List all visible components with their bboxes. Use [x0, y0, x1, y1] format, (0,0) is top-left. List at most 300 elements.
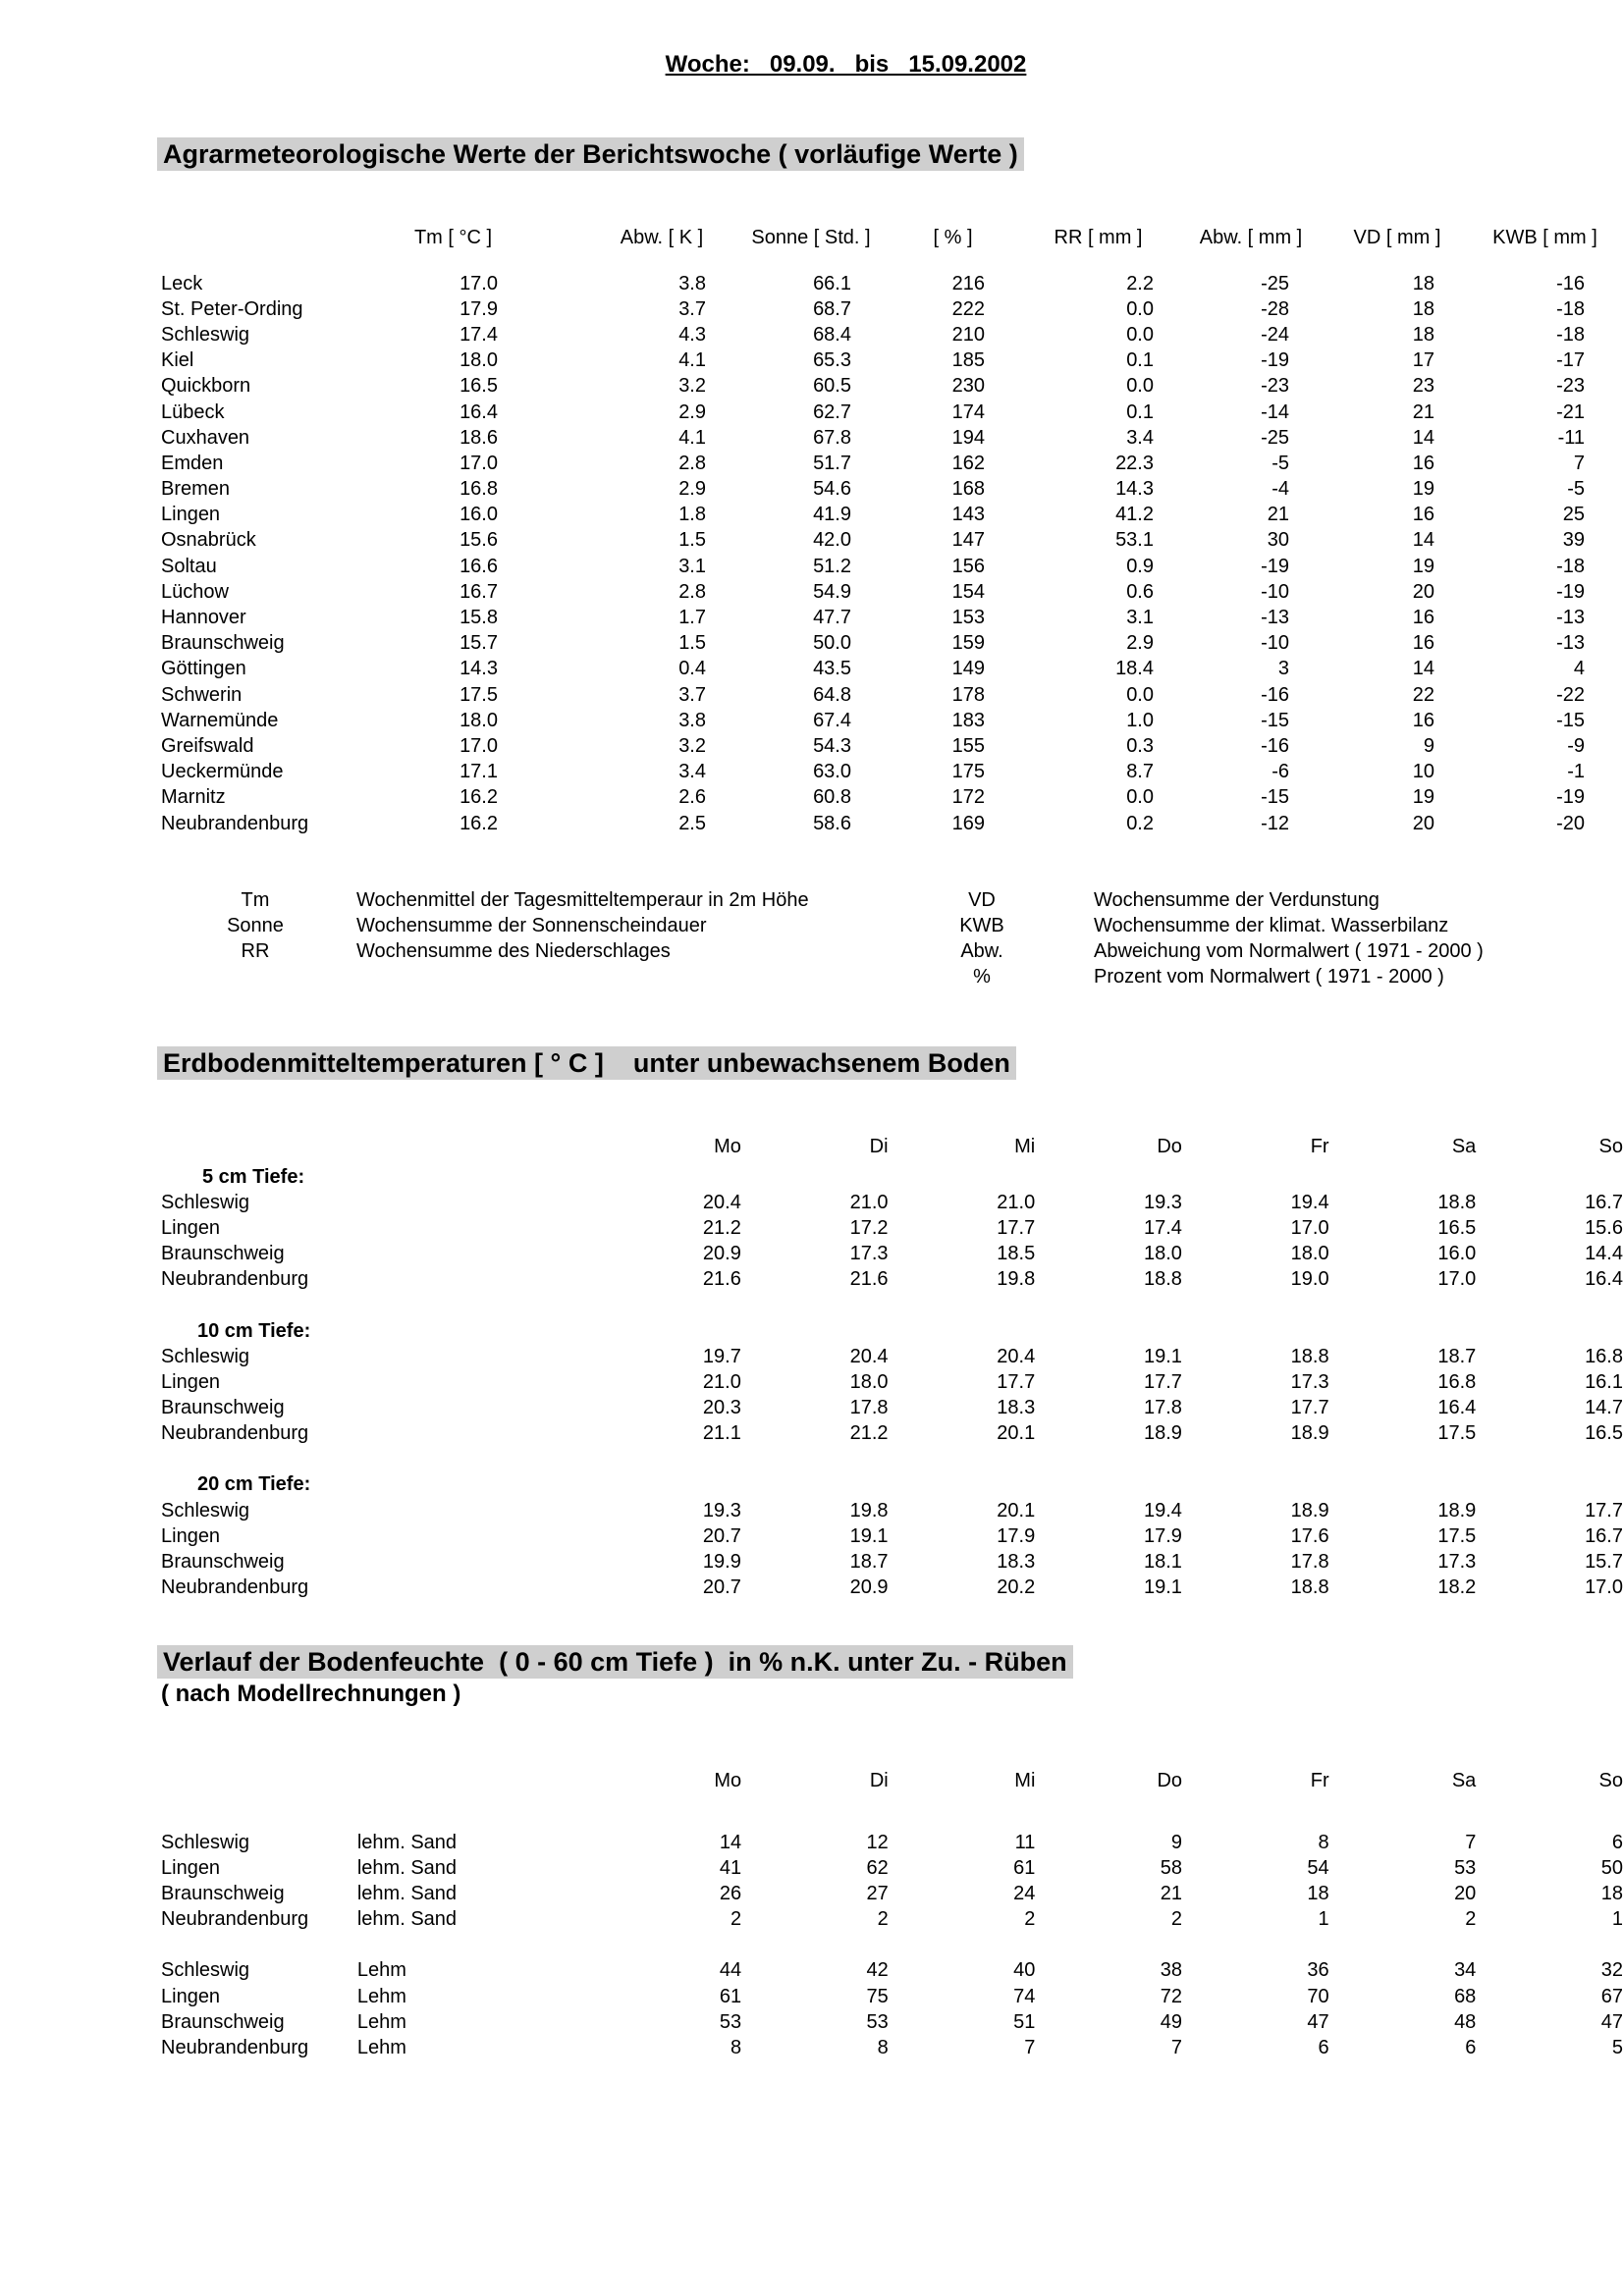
table-cell: 58.6	[813, 812, 851, 834]
table-row	[161, 1190, 1623, 1215]
table-cell: 66.1	[813, 272, 851, 294]
table-cell: 75	[866, 1985, 889, 2007]
table-cell: 2.6	[678, 786, 706, 809]
table-cell: 16.7	[460, 580, 498, 603]
table-cell: 25	[1562, 504, 1585, 526]
table-cell: 50	[1600, 1856, 1623, 1879]
station-name: Lingen	[161, 1856, 221, 1879]
table-row	[161, 1369, 1623, 1395]
table-cell: 67	[1600, 1985, 1623, 2007]
table-cell: 14.4	[1585, 1243, 1623, 1265]
table-cell: -18	[1556, 555, 1585, 577]
legend-abbrev: KWB	[959, 915, 1004, 936]
table-row	[161, 1549, 1623, 1575]
table-cell: 47.7	[813, 607, 851, 629]
table-cell: 20	[1412, 580, 1434, 603]
table-cell: -10	[1261, 632, 1289, 655]
soil-type: lehm. Sand	[356, 1882, 458, 1904]
table-row	[161, 1984, 1623, 2009]
table-cell: 18.6	[460, 426, 498, 449]
table-cell: -12	[1261, 812, 1289, 834]
column-header-day: Do	[1157, 1135, 1182, 1157]
table-cell: 3.8	[678, 272, 706, 294]
depth-group-row	[161, 1318, 1623, 1344]
table-cell: 51	[1013, 2010, 1036, 2033]
table-cell: 7	[1024, 2036, 1036, 2058]
table-row	[161, 1344, 1623, 1369]
soil-temperature-table	[161, 1129, 1623, 1601]
table-cell: 21.0	[702, 1370, 741, 1393]
table-cell: -21	[1556, 400, 1585, 423]
table-cell: 18.3	[997, 1551, 1036, 1574]
station-name: Emden	[161, 452, 224, 474]
table-cell: 2	[877, 1908, 889, 1931]
table-cell: 18.0	[849, 1370, 889, 1393]
table-cell: -4	[1271, 478, 1289, 501]
table-cell: 153	[951, 607, 985, 629]
table-cell: -20	[1556, 812, 1585, 834]
table-cell: -13	[1556, 632, 1585, 655]
table-row	[161, 477, 1620, 503]
legend-description: Abweichung vom Normalwert ( 1971 - 2000 )	[1094, 940, 1484, 962]
depth-label: 20 cm Tiefe:	[197, 1473, 311, 1496]
table-cell: 5	[1611, 2036, 1623, 2058]
table-cell: -15	[1261, 786, 1289, 809]
table-cell: 8	[877, 2036, 889, 2058]
table-cell: 162	[951, 452, 985, 474]
table-row	[161, 785, 1620, 811]
station-name: Greifswald	[161, 734, 254, 757]
table-cell: 21	[1160, 1882, 1183, 1904]
table-cell: 20.4	[702, 1191, 741, 1213]
column-header-day: Do	[1157, 1769, 1183, 1791]
table-cell: 2	[1465, 1908, 1477, 1931]
table-cell: 0.1	[1126, 400, 1154, 423]
table-cell: 4.1	[678, 349, 706, 372]
table-cell: 0.4	[678, 658, 706, 680]
table-cell: 1.5	[678, 529, 706, 552]
table-cell: 3.7	[678, 683, 706, 706]
table-cell: 20.9	[849, 1576, 889, 1599]
table-cell: 21.6	[702, 1268, 741, 1291]
table-cell: 0.9	[1126, 555, 1154, 577]
station-name: Warnemünde	[161, 709, 279, 731]
table-cell: 3.8	[678, 709, 706, 731]
table-row	[161, 2035, 1623, 2060]
column-header-vd: VD [ mm ]	[1353, 226, 1441, 248]
legend-description: Wochensumme des Niederschlages	[356, 940, 671, 962]
table-cell: 16.7	[1585, 1524, 1623, 1547]
table-cell: 53.1	[1115, 529, 1154, 552]
table-cell: 6	[1465, 2036, 1477, 2058]
table-row	[161, 811, 1620, 836]
table-cell: 3.4	[1126, 426, 1154, 449]
table-cell: 43.5	[813, 658, 851, 680]
station-name: Neubrandenburg	[161, 812, 309, 834]
table-cell: 14	[1412, 658, 1434, 680]
table-row	[161, 1215, 1623, 1241]
table-cell: 17.0	[460, 734, 498, 757]
table-cell: 17.7	[997, 1370, 1036, 1393]
station-name: Cuxhaven	[161, 426, 250, 449]
table-cell: 3.7	[678, 297, 706, 320]
table-cell: 54.3	[813, 734, 851, 757]
table-cell: 210	[951, 323, 985, 346]
table-cell: 10	[1412, 761, 1434, 783]
table-cell: 51.7	[813, 452, 851, 474]
table-row	[161, 1267, 1623, 1293]
table-cell: 19.4	[1143, 1499, 1182, 1522]
station-name: Neubrandenburg	[161, 1908, 309, 1931]
table-cell: 19	[1412, 478, 1434, 501]
station-name: Quickborn	[161, 375, 251, 398]
table-cell: -18	[1556, 323, 1585, 346]
table-cell: 21	[1267, 504, 1289, 526]
table-cell: 18.9	[1290, 1422, 1329, 1445]
soil-moisture-table	[161, 1763, 1623, 2061]
table-cell: 53	[866, 2010, 889, 2033]
table-cell: 26	[719, 1882, 742, 1904]
station-name: Schleswig	[161, 1831, 250, 1853]
table-cell: 41	[719, 1856, 742, 1879]
table-cell: 185	[951, 349, 985, 372]
table-cell: -22	[1556, 683, 1585, 706]
table-cell: 1	[1611, 1908, 1623, 1931]
table-header-row	[161, 1129, 1623, 1164]
table-row	[161, 760, 1620, 785]
table-cell: -6	[1271, 761, 1289, 783]
table-cell: -18	[1556, 297, 1585, 320]
table-cell: 53	[1454, 1856, 1477, 1879]
legend-abbrev: Sonne	[227, 915, 284, 936]
table-row	[161, 1575, 1623, 1601]
table-row	[161, 708, 1620, 733]
table-cell: 17.0	[1290, 1216, 1329, 1239]
station-name: Neubrandenburg	[161, 2036, 309, 2058]
table-cell: 19.1	[1143, 1576, 1182, 1599]
station-name: Leck	[161, 272, 203, 294]
table-cell: 3.4	[678, 761, 706, 783]
table-cell: 18.8	[1290, 1345, 1329, 1367]
table-row	[161, 1421, 1623, 1447]
table-cell: 0.0	[1126, 683, 1154, 706]
table-cell: 68.7	[813, 297, 851, 320]
table-cell: 21.0	[849, 1191, 889, 1213]
table-cell: 149	[951, 658, 985, 680]
table-cell: 1.5	[678, 632, 706, 655]
table-cell: 14.3	[460, 658, 498, 680]
table-cell: 54.9	[813, 580, 851, 603]
table-cell: 159	[951, 632, 985, 655]
station-name: Neubrandenburg	[161, 1268, 309, 1291]
soil-type: lehm. Sand	[356, 1831, 458, 1853]
table-cell: 21.6	[849, 1268, 889, 1291]
table-row	[161, 1498, 1623, 1523]
table-cell: 8.7	[1126, 761, 1154, 783]
table-cell: 17.8	[849, 1397, 889, 1419]
table-cell: 1.8	[678, 504, 706, 526]
table-cell: 67.4	[813, 709, 851, 731]
station-name: Göttingen	[161, 658, 246, 680]
table-cell: 15.6	[1585, 1216, 1623, 1239]
table-cell: 50.0	[813, 632, 851, 655]
table-cell: 17.6	[1290, 1524, 1329, 1547]
table-cell: 16.5	[1585, 1422, 1623, 1445]
table-cell: 17.4	[1143, 1216, 1182, 1239]
station-name: Braunschweig	[161, 632, 285, 655]
legend-abbrev: RR	[241, 940, 270, 962]
table-cell: 11	[1014, 1831, 1036, 1853]
table-cell: -19	[1556, 786, 1585, 809]
table-cell: 20	[1412, 812, 1434, 834]
table-cell: 183	[951, 709, 985, 731]
depth-label: 10 cm Tiefe:	[197, 1319, 311, 1342]
station-name: Lingen	[161, 1370, 221, 1393]
table-cell: 14	[719, 1831, 742, 1853]
table-row	[161, 631, 1620, 657]
table-cell: 54	[1307, 1856, 1329, 1879]
table-row	[161, 1523, 1623, 1549]
table-cell: 15.6	[460, 529, 498, 552]
table-cell: 30	[1267, 529, 1289, 552]
table-cell: 16.8	[460, 478, 498, 501]
column-header	[161, 220, 318, 255]
table-cell: -25	[1261, 272, 1289, 294]
table-cell: 16.0	[460, 504, 498, 526]
table-cell: 16	[1412, 632, 1434, 655]
table-cell: 17.0	[1437, 1268, 1477, 1291]
table-cell: 16	[1412, 607, 1434, 629]
table-cell: 62.7	[813, 400, 851, 423]
station-name: St. Peter-Ording	[161, 297, 303, 320]
station-name: Lingen	[161, 1524, 221, 1547]
table-cell: -16	[1556, 272, 1585, 294]
table-cell: 44	[719, 1959, 742, 1982]
table-cell: 20.3	[702, 1397, 741, 1419]
table-cell: 17.9	[997, 1524, 1036, 1547]
table-cell: 18.1	[1143, 1551, 1182, 1574]
week-title: Woche: 09.09. bis 15.09.2002	[665, 51, 1027, 78]
legend	[0, 889, 1623, 997]
table-row	[161, 733, 1620, 759]
table-cell: 64.8	[813, 683, 851, 706]
table-cell: 20.1	[997, 1499, 1036, 1522]
table-cell: -10	[1261, 580, 1289, 603]
table-cell: 17.9	[1143, 1524, 1182, 1547]
station-name: Hannover	[161, 607, 246, 629]
table-cell: 22	[1412, 683, 1434, 706]
table-cell: 174	[951, 400, 985, 423]
table-cell: 17.8	[1290, 1551, 1329, 1574]
table-cell: 4.1	[678, 426, 706, 449]
table-cell: 15.7	[460, 632, 498, 655]
table-cell: 49	[1160, 2010, 1183, 2033]
table-cell: 20.4	[997, 1345, 1036, 1367]
table-cell: -9	[1567, 734, 1585, 757]
table-cell: 19	[1412, 555, 1434, 577]
table-cell: 0.3	[1126, 734, 1154, 757]
table-cell: 2	[1024, 1908, 1036, 1931]
legend-abbrev: %	[973, 966, 991, 988]
table-row	[161, 503, 1620, 528]
table-cell: 175	[951, 761, 985, 783]
table-cell: 19.3	[1143, 1191, 1182, 1213]
table-cell: 18.2	[1437, 1576, 1477, 1599]
depth-label: 5 cm Tiefe:	[202, 1165, 305, 1188]
table-cell: 17.7	[1290, 1397, 1329, 1419]
station-name: Schwerin	[161, 683, 243, 706]
table-cell: 42	[866, 1959, 889, 1982]
agrometeorological-table	[161, 220, 1620, 836]
table-cell: 6	[1318, 2036, 1329, 2058]
table-cell: 18.8	[1143, 1268, 1182, 1291]
station-name: Kiel	[161, 349, 194, 372]
table-cell: 20.1	[997, 1422, 1036, 1445]
table-cell: 34	[1454, 1959, 1477, 1982]
table-cell: 20	[1454, 1882, 1477, 1904]
table-cell: 154	[951, 580, 985, 603]
table-cell: -13	[1556, 607, 1585, 629]
table-cell: 17.5	[1437, 1524, 1477, 1547]
table-row	[161, 1396, 1623, 1421]
table-cell: 47	[1600, 2010, 1623, 2033]
column-header-station	[161, 1763, 357, 1798]
column-header-abw-k: Abw. [ K ]	[620, 226, 704, 248]
station-name: Lingen	[161, 1985, 221, 2007]
legend-row	[0, 966, 1623, 991]
table-row	[161, 1907, 1623, 1933]
table-cell: 58	[1160, 1856, 1183, 1879]
table-row	[161, 682, 1620, 708]
table-cell: 51.2	[813, 555, 851, 577]
table-cell: 18.3	[997, 1397, 1036, 1419]
table-cell: 16.8	[1437, 1370, 1477, 1393]
section2-title: Erdbodenmitteltemperaturen [ ° C ] unter unbewachsenem Boden	[157, 1046, 1016, 1080]
table-cell: 0.2	[1126, 812, 1154, 834]
table-cell: 48	[1454, 2010, 1477, 2033]
soil-type: lehm. Sand	[356, 1908, 458, 1931]
table-row	[161, 296, 1620, 322]
table-cell: -16	[1261, 734, 1289, 757]
table-cell: 62	[866, 1856, 889, 1879]
table-cell: 2.8	[678, 580, 706, 603]
table-cell: -19	[1261, 349, 1289, 372]
table-cell: 18.0	[1143, 1243, 1182, 1265]
column-header-day: Mi	[1014, 1769, 1036, 1791]
table-cell: 18.8	[1290, 1576, 1329, 1599]
station-name: Neubrandenburg	[161, 1576, 309, 1599]
soil-type: Lehm	[356, 2010, 406, 2033]
table-cell: -17	[1556, 349, 1585, 372]
table-cell: 18.0	[1290, 1243, 1329, 1265]
column-header-day: Mi	[1014, 1135, 1036, 1157]
table-cell: 17.8	[1143, 1397, 1182, 1419]
table-cell: 7	[1465, 1831, 1477, 1853]
table-cell: 14.7	[1585, 1397, 1623, 1419]
table-cell: -19	[1261, 555, 1289, 577]
table-cell: -24	[1261, 323, 1289, 346]
table-cell: 54.6	[813, 478, 851, 501]
table-cell: 7	[1170, 2036, 1183, 2058]
table-row	[161, 1881, 1623, 1906]
table-cell: 3.2	[678, 734, 706, 757]
table-cell: 16.8	[1585, 1345, 1623, 1367]
table-cell: 15.8	[460, 607, 498, 629]
table-cell: 19.1	[849, 1524, 889, 1547]
table-cell: 16.1	[1585, 1370, 1623, 1393]
station-name: Braunschweig	[161, 1397, 285, 1419]
table-cell: 0.0	[1126, 786, 1154, 809]
table-cell: 12	[866, 1831, 889, 1853]
table-cell: 20.2	[997, 1576, 1036, 1599]
section3-subtitle: ( nach Modellrechnungen )	[161, 1681, 461, 1707]
table-cell: 63.0	[813, 761, 851, 783]
table-cell: 67.8	[813, 426, 851, 449]
table-cell: 18	[1412, 323, 1434, 346]
table-cell: 17.5	[460, 683, 498, 706]
table-cell: 17.1	[460, 761, 498, 783]
table-cell: 18.0	[460, 709, 498, 731]
table-cell: 3.1	[678, 555, 706, 577]
table-cell: 41.9	[813, 504, 851, 526]
column-header-day: So	[1598, 1769, 1623, 1791]
table-cell: 18.8	[1437, 1191, 1477, 1213]
table-cell: 19.8	[849, 1499, 889, 1522]
section3-title: Verlauf der Bodenfeuchte ( 0 - 60 cm Tiefe ) in % n.K. unter Zu. - Rüben	[157, 1645, 1073, 1679]
table-cell: 2.2	[1126, 272, 1154, 294]
table-cell: 70	[1307, 1985, 1329, 2007]
station-name: Lübeck	[161, 400, 225, 423]
table-row	[161, 425, 1620, 451]
table-cell: 17.3	[849, 1243, 889, 1265]
table-cell: 22.3	[1115, 452, 1154, 474]
table-cell: 18.7	[1437, 1345, 1477, 1367]
table-header-row	[161, 220, 1620, 255]
table-cell: 72	[1160, 1985, 1183, 2007]
column-header-abw-mm: Abw. [ mm ]	[1199, 226, 1303, 248]
table-cell: 8	[730, 2036, 742, 2058]
table-cell: -19	[1556, 580, 1585, 603]
column-header-sonne: Sonne [ Std. ]	[751, 226, 871, 248]
column-header-day: Mo	[714, 1769, 742, 1791]
table-cell: 3	[1277, 658, 1289, 680]
legend-row	[0, 940, 1623, 966]
table-cell: 17.2	[849, 1216, 889, 1239]
soil-type: Lehm	[356, 1985, 406, 2007]
legend-abbrev: Tm	[241, 889, 270, 911]
table-cell: 41.2	[1115, 504, 1154, 526]
station-name: Schleswig	[161, 1499, 250, 1522]
table-row	[161, 400, 1620, 425]
table-cell: 19	[1412, 786, 1434, 809]
column-header-day: Fr	[1310, 1135, 1329, 1157]
table-cell: 178	[951, 683, 985, 706]
column-header-day: Mo	[714, 1135, 741, 1157]
table-cell: 4	[1573, 658, 1585, 680]
table-cell: 20.7	[702, 1576, 741, 1599]
table-cell: 2.9	[1126, 632, 1154, 655]
table-cell: 36	[1307, 1959, 1329, 1982]
table-cell: 14.3	[1115, 478, 1154, 501]
depth-group-row	[161, 1164, 1623, 1190]
station-name: Marnitz	[161, 786, 226, 809]
table-cell: 17.7	[997, 1216, 1036, 1239]
table-cell: 19.4	[1290, 1191, 1329, 1213]
table-cell: 16.5	[460, 375, 498, 398]
table-row	[161, 1855, 1623, 1881]
table-cell: 168	[951, 478, 985, 501]
table-cell: 47	[1307, 2010, 1329, 2033]
